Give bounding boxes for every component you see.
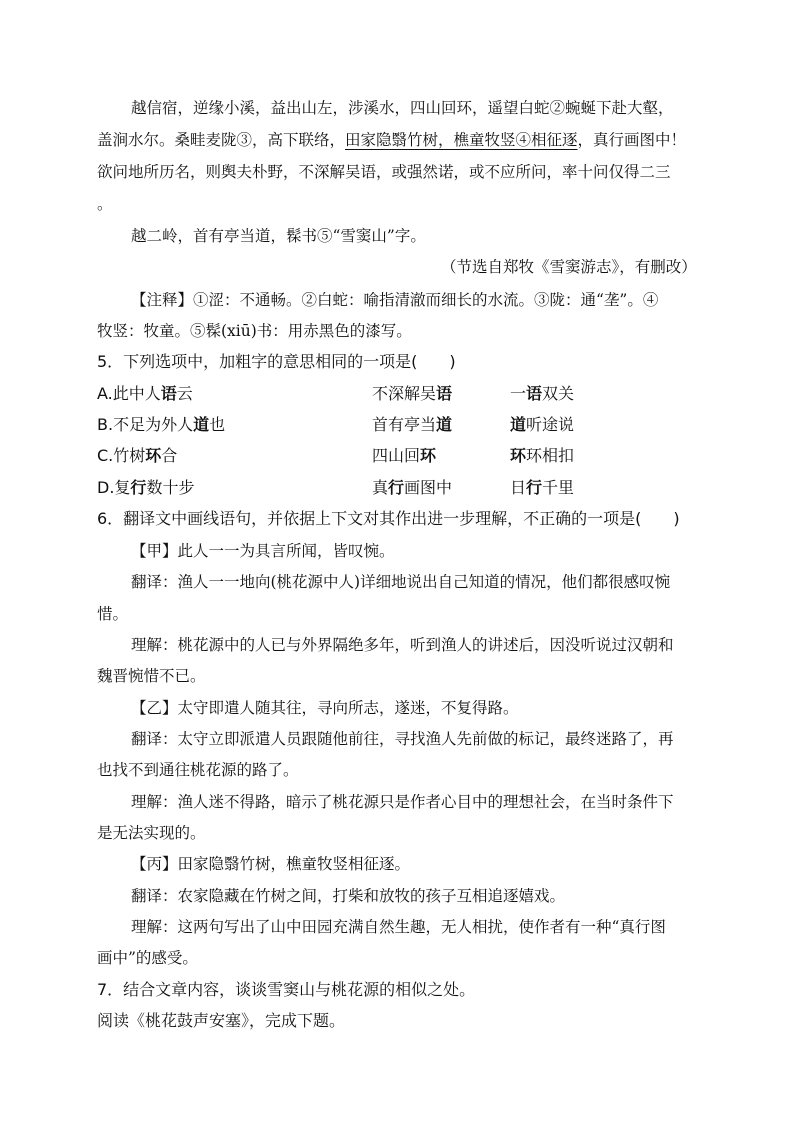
option-b-compare-2: 道听途说 bbox=[510, 415, 575, 434]
item-jia-understanding: 理解：桃花源中的人已与外界隔绝多年，听到渔人的讲述后，因没听说过汉朝和 bbox=[131, 636, 674, 654]
question-6-stem: 6．翻译文中画线语句，并依据上下文对其作出进一步理解，不正确的一项是( ) bbox=[97, 509, 680, 528]
item-jia-translation: 惜。 bbox=[97, 605, 129, 623]
passage-line: 。 bbox=[97, 195, 113, 213]
annotation-notes: 【注释】①涩：不通畅。②白蛇：喻指清澈而细长的水流。③陇：通“垄”。④ bbox=[131, 291, 659, 309]
option-c: C.竹树环合 bbox=[97, 446, 178, 465]
underlined-sentence: 田家隐翳竹树，樵童牧竖④相征逐 bbox=[345, 131, 578, 149]
item-jia-understanding: 魏晋惋惜不已。 bbox=[97, 667, 206, 685]
question-5-stem: 5．下列选项中，加粗字的意思相同的一项是( ) bbox=[97, 352, 456, 371]
option-b: B.不足为外人道也 bbox=[97, 415, 226, 434]
option-c-compare-2: 环环相扣 bbox=[510, 446, 575, 465]
question-7-stem: 7．结合文章内容，谈谈雪窦山与桃花源的相似之处。 bbox=[97, 980, 476, 999]
item-yi-understanding: 是无法实现的。 bbox=[97, 824, 206, 842]
passage-line: 越信宿，逆缘小溪，益出山左，涉溪水，四山回环，遥望白蛇②蜿蜒下赴大壑， bbox=[131, 99, 674, 117]
annotation-notes: 牧竖：牧童。⑤髹(xiū)书：用赤黑色的漆写。 bbox=[97, 322, 412, 340]
item-bing-translation: 翻译：农家隐藏在竹树之间，打柴和放牧的孩子互相追逐嬉戏。 bbox=[131, 887, 566, 905]
item-jia-sentence: 【甲】此人一一为具言所闻，皆叹惋。 bbox=[131, 542, 395, 560]
passage-line: 盖涧水尔。桑畦麦陇③，高下联络，田家隐翳竹树，樵童牧竖④相征逐，真行画图中！ bbox=[97, 131, 687, 149]
option-d: D.复行数十步 bbox=[97, 478, 195, 497]
item-jia-translation: 翻译：渔人一一地向(桃花源中人)详细地说出自己知道的情况，他们都很感叹惋 bbox=[131, 573, 671, 591]
option-d-compare-2: 日行千里 bbox=[510, 478, 575, 497]
option-a-compare-1: 不深解吴语 bbox=[372, 384, 453, 403]
option-a: A.此中人语云 bbox=[97, 384, 193, 403]
option-a-compare-2: 一语双关 bbox=[510, 384, 575, 403]
item-bing-understanding: 画中”的感受。 bbox=[97, 949, 198, 967]
item-yi-translation: 翻译：太守立即派遣人员跟随他前往，寻找渔人先前做的标记，最终迷路了，再 bbox=[131, 730, 674, 748]
option-c-compare-1: 四山回环 bbox=[372, 446, 437, 465]
option-b-compare-1: 首有亭当道 bbox=[372, 415, 453, 434]
item-bing-understanding: 理解：这两句写出了山中田园充满自然生趣，无人相扰，使作者有一种“真行图 bbox=[131, 918, 666, 936]
passage-line: 越二岭，首有亭当道，髹书⑤“雪窦山”字。 bbox=[131, 227, 426, 245]
option-d-compare-1: 真行画图中 bbox=[372, 478, 453, 497]
item-yi-translation: 也找不到通往桃花源的路了。 bbox=[97, 761, 299, 779]
next-reading-instruction: 阅读《桃花鼓声安塞》，完成下题。 bbox=[97, 1011, 346, 1030]
item-bing-sentence: 【丙】田家隐翳竹树，樵童牧竖相征逐。 bbox=[131, 855, 411, 873]
item-yi-sentence: 【乙】太守即遣人随其往，寻向所志，遂迷，不复得路。 bbox=[131, 699, 519, 717]
item-yi-understanding: 理解：渔人迷不得路，暗示了桃花源只是作者心目中的理想社会，在当时条件下 bbox=[131, 793, 674, 811]
source-citation: （节选自郑牧《雪窦游志》，有删改） bbox=[441, 258, 697, 276]
passage-line: 欲问地所历名，则舆夫朴野，不深解吴语，或强然诺，或不应所问，率十问仅得二三 bbox=[97, 163, 671, 181]
